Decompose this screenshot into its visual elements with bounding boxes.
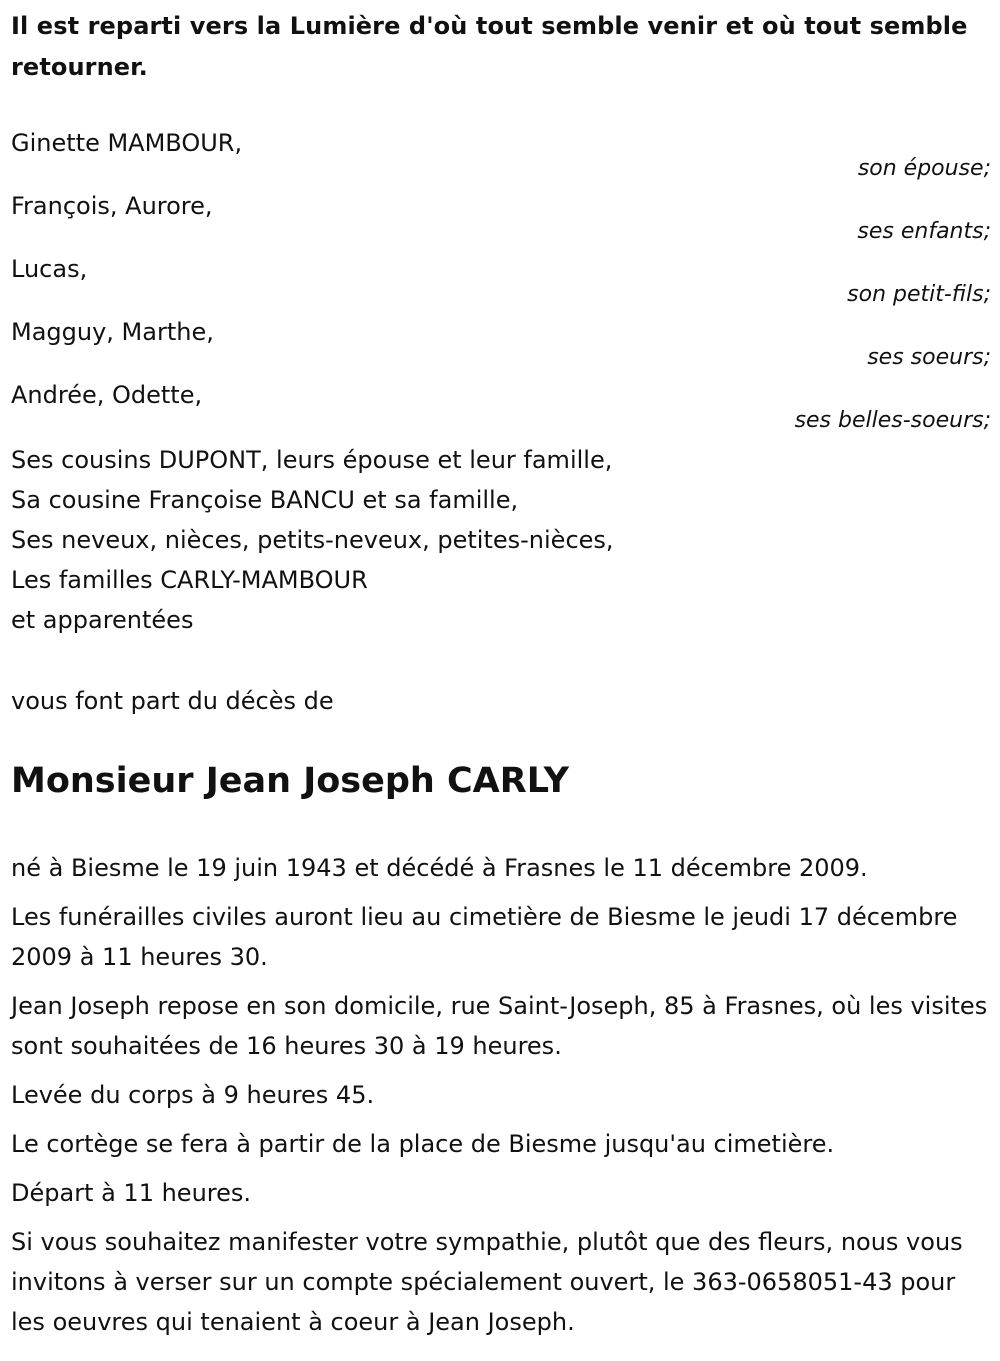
procession-info: Le cortège se fera à partir de la place de Biesme jusqu'au cimetière. <box>11 1130 835 1158</box>
relative-role: ses soeurs; <box>867 345 991 370</box>
relative-entry <box>11 317 991 377</box>
relative-names: Andrée, Odette, <box>11 381 203 409</box>
intro-quote: Il est reparti vers la Lumière d'où tout semble venir et où tout semble retourner. <box>11 12 968 81</box>
relative-names: François, Aurore, <box>11 192 213 220</box>
body-removal-info: Levée du corps à 9 heures 45. <box>11 1081 375 1109</box>
list-item: et apparentées <box>11 606 194 634</box>
relative-role: ses enfants; <box>857 219 991 244</box>
relative-role: ses belles-soeurs; <box>794 408 991 433</box>
relative-entry <box>11 191 991 251</box>
relative-entry <box>11 254 991 314</box>
other-relatives-list <box>11 440 614 640</box>
deceased-name: Monsieur Jean Joseph CARLY <box>11 761 569 801</box>
list-item: Ses neveux, nièces, petits-neveux, petites-nièces, <box>11 526 614 554</box>
funeral-info: Les funérailles civiles auront lieu au cimetière de Biesme le jeudi 17 décembre 2009 à 11 heures 30. <box>11 903 958 971</box>
visitation-info: Jean Joseph repose en son domicile, rue Saint-Joseph, 85 à Frasnes, où les visites sont souhaitées de 16 heures 30 à 19 heures. <box>11 992 988 1060</box>
departure-info: Départ à 11 heures. <box>11 1179 252 1207</box>
announcement-text: vous font part du décès de <box>11 687 334 715</box>
relative-role: son petit-fils; <box>847 282 991 307</box>
relative-entry <box>11 380 991 440</box>
relative-names: Magguy, Marthe, <box>11 318 214 346</box>
relative-names: Lucas, <box>11 255 88 283</box>
list-item: Ses cousins DUPONT, leurs épouse et leur famille, <box>11 446 613 474</box>
funeral-details <box>11 848 991 1351</box>
list-item: Sa cousine Françoise BANCU et sa famille, <box>11 486 519 514</box>
relative-entry <box>11 128 991 188</box>
relative-names: Ginette MAMBOUR, <box>11 129 243 157</box>
birth-death-line: né à Biesme le 19 juin 1943 et décédé à Frasnes le 11 décembre 2009. <box>11 854 868 882</box>
donation-info: Si vous souhaitez manifester votre sympathie, plutôt que des fleurs, nous vous invitons à verser sur un compte spécialement ouvert, le 363-0658051-43 pour les oeuvres qui tenaient à coeur à Jean Joseph. <box>11 1228 963 1336</box>
relative-role: son épouse; <box>857 156 991 181</box>
list-item: Les familles CARLY-MAMBOUR <box>11 566 368 594</box>
